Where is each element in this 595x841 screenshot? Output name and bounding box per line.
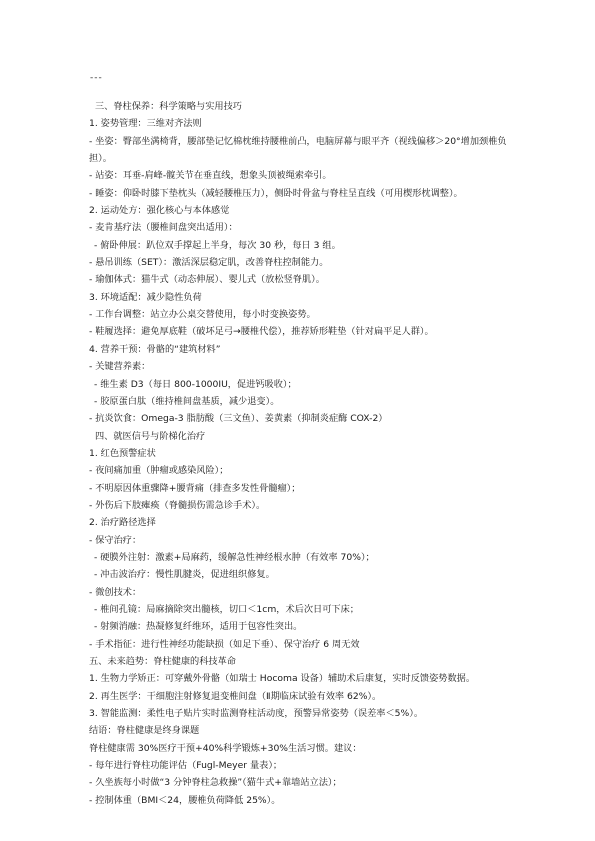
text-line: - 睡姿：仰卧时膝下垫枕头（减轻腰椎压力），侧卧时骨盆与脊柱呈直线（可用楔形枕调整）。 (89, 187, 463, 199)
text-line: - 瑜伽体式：猫牛式（动态伸展）、婴儿式（放松竖脊肌）。 (89, 274, 325, 286)
text-line: 2. 运动处方：强化核心与本体感觉 (89, 205, 230, 217)
text-line: - 夜间痛加重（肿瘤或感染风险）； (89, 465, 229, 477)
text-line: - 不明原因体重骤降+腰背痛（排查多发性骨髓瘤）； (89, 482, 301, 494)
text-line: - 关键营养素： (89, 361, 151, 373)
text-line: - 坐姿：臀部坐满椅背，腰部垫记忆棉枕维持腰椎前凸，电脑屏幕与眼平齐（视线偏移＞20°增加颈椎负担）。 (89, 135, 507, 165)
text-line: 3. 智能监测：柔性电子贴片实时监测脊柱活动度，预警异常姿势（误差率＜5%）。 (89, 708, 424, 720)
text-line: - 抗炎饮食：Omega-3 脂肪酸（三文鱼）、姜黄素（抑制炎症酶 COX-2） (89, 413, 388, 425)
text-line: - 工作台调整：站立办公桌交替使用，每小时变换姿势。 (89, 309, 316, 321)
text-line: 2. 治疗路径选择 (89, 517, 156, 529)
section-heading: 三、脊柱保养：科学策略与实用技巧 (95, 101, 242, 112)
sub-list-item: - 射频消融：热凝修复纤维环，适用于包容性突出。 (94, 621, 303, 633)
text-line: - 站姿：耳垂-肩峰-髋关节在垂直线，想象头顶被绳索牵引。 (89, 170, 332, 182)
text-line: 1. 姿势管理：三维对齐法则 (89, 118, 202, 130)
text-line: - 悬吊训练（SET）：激活深层稳定肌，改善脊柱控制能力。 (89, 257, 329, 269)
text-line: - 控制体重（BMI＜24，腰椎负荷降低 25%）。 (89, 794, 281, 806)
sub-list-item: - 椎间孔镜：局麻摘除突出髓核，切口＜1cm，术后次日可下床； (94, 603, 359, 615)
sub-list-item: - 冲击波治疗：慢性肌腱炎，促进组织修复。 (94, 569, 275, 581)
text-line: 结语：脊柱健康是终身课题 (89, 725, 200, 737)
sub-list-item: - 俯卧伸展：趴位双手撑起上半身，每次 30 秒，每日 3 组。 (94, 239, 341, 251)
text-line: - 外伤后下肢瘫痪（脊髓损伤需急诊手术）。 (89, 499, 266, 511)
sub-list-item: - 维生素 D3（每日 800-1000IU，促进钙吸收）； (94, 378, 297, 390)
text-line: 1. 生物力学矫正：可穿戴外骨骼（如瑞士 Hocoma 设备）辅助术后康复，实时反馈姿势数据。 (89, 673, 476, 685)
text-line: 1. 红色预警症状 (89, 447, 156, 459)
document-body (89, 98, 519, 809)
sub-list-item: - 硬膜外注射：激素+局麻药，缓解急性神经根水肿（有效率 70%）； (94, 551, 375, 563)
text-line: 3. 环境适配：减少隐性负荷 (89, 291, 202, 303)
text-line: - 麦肯基疗法（腰椎间盘突出适用）： (89, 222, 238, 234)
text-line: 4. 营养干预：骨骼的“建筑材料” (89, 343, 221, 355)
text-line: 五、未来趋势：脊柱健康的科技革命 (89, 656, 236, 667)
text-line: - 久坐族每小时做“3 分钟脊柱急救操”（猫牛式+靠墙站立法）； (89, 777, 342, 789)
text-line: 脊柱健康需 30%医疗干预+40%科学锻炼+30%生活习惯。建议： (89, 742, 362, 754)
text-line: - 保守治疗： (89, 534, 142, 546)
sub-list-item: - 胶原蛋白肽（维持椎间盘基质，减少退变）。 (94, 395, 280, 407)
text-line: 2. 再生医学：干细胞注射修复退变椎间盘（Ⅱ期临床试验有效率 62%）。 (89, 690, 382, 702)
text-line: - 每年进行脊柱功能评估（Fugl-Meyer 量表）； (89, 760, 283, 772)
section-heading: 四、就医信号与阶梯化治疗 (95, 430, 206, 442)
text-line: - 鞋履选择：避免厚底鞋（破坏足弓→腰椎代偿），推荐矫形鞋垫（针对扁平足人群）。 (89, 326, 434, 338)
text-line: - 手术指征：进行性神经功能缺损（如足下垂）、保守治疗 6 周无效 (89, 638, 360, 650)
horizontal-rule-marker: --- (90, 73, 103, 83)
text-line: - 微创技术： (89, 586, 142, 598)
